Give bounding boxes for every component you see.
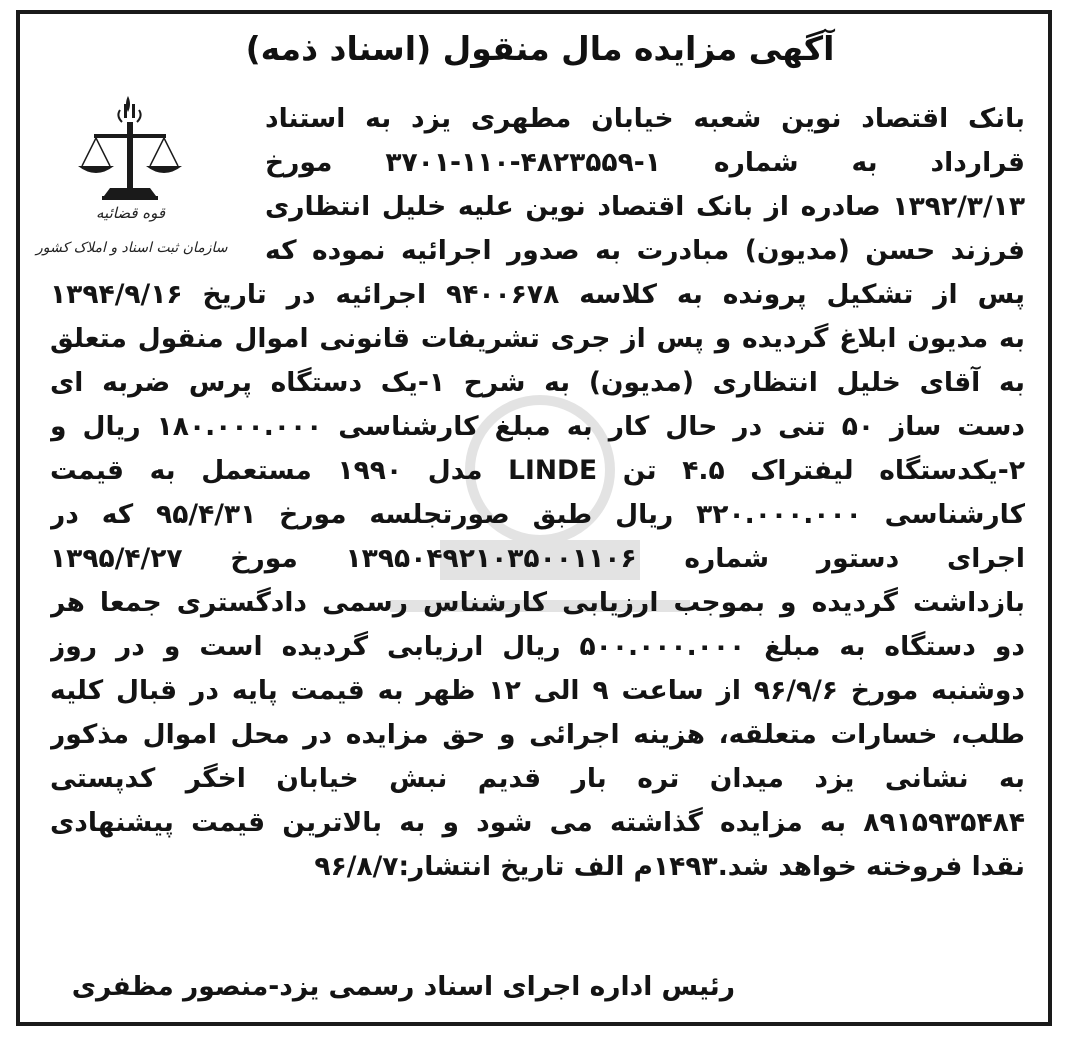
notice-line: دوشنبه مورخ ۹۶/۹/۶ از ساعت ۹ الی ۱۲ ظهر به قیمت پایه در قبال کلیه — [50, 675, 1025, 706]
notice-line: ۱۳۹۲/۳/۱۳ صادره از بانک اقتصاد نوین علیه خلیل انتظاری — [265, 191, 1025, 222]
notice-line: به نشانی یزد میدان تره بار قدیم نبش خیابان اخگر کدپستی — [50, 763, 1025, 794]
notice-title: آگهی مزایده مال منقول (اسناد ذمه) — [245, 29, 835, 68]
notice-line: طلب، خسارات متعلقه، هزینه اجرائی و حق مزایده در محل اموال مذکور — [50, 719, 1025, 750]
notice-line: فرزند حسن (مدیون) مبادرت به صدور اجرائیه نموده که — [265, 235, 1025, 266]
notice-line: به آقای خلیل انتظاری (مدیون) به شرح ۱-یک دستگاه پرس ضربه ای — [50, 367, 1025, 398]
notice-line: کارشناسی ۳۲۰.۰۰۰.۰۰۰ ریال طبق صورتجلسه مورخ ۹۵/۴/۳۱ که در — [50, 499, 1025, 530]
notice-line: پس از تشکیل پرونده به کلاسه ۹۴۰۰۶۷۸ اجرائیه در تاریخ ۱۳۹۴/۹/۱۶ — [50, 279, 1025, 310]
notice-line: قرارداد به شماره ۱-۴۸۲۳۵۵۹-۱۱۰-۳۷۰۱ مورخ — [265, 147, 1025, 178]
notice-line: دست ساز ۵۰ تنی در حال کار به مبلغ کارشناسی ۱۸۰.۰۰۰.۰۰۰ ریال و — [50, 411, 1025, 442]
notice-line: دو دستگاه به مبلغ ۵۰۰.۰۰۰.۰۰۰ ریال ارزیابی گردیده است و در روز — [50, 631, 1025, 662]
notice-line: به مدیون ابلاغ گردیده و پس از جری تشریفات قانونی اموال منقول متعلق — [50, 323, 1025, 354]
notice-line: ۲-یکدستگاه لیفتراک ۴.۵ تن LINDE مدل ۱۹۹۰ مستعمل به قیمت — [50, 455, 1025, 486]
judiciary-emblem — [36, 92, 226, 272]
notice-line: ۸۹۱۵۹۳۵۴۸۴ به مزایده گذاشته می شود و به بالاترین قیمت پیشنهادی — [50, 807, 1025, 838]
notice-line: نقدا فروخته خواهد شد.۱۴۹۳م الف تاریخ انتشار:۹۶/۸/۷ — [314, 851, 1025, 882]
notice-line: بانک اقتصاد نوین شعبه خیابان مطهری یزد به استناد — [265, 103, 1025, 134]
logo-top-label: قوه قضائیه — [96, 204, 166, 222]
notice-line: اجرای دستور شماره ۱۳۹۵۰۴۹۲۱۰۳۵۰۰۱۱۰۶ مورخ ۱۳۹۵/۴/۲۷ — [50, 543, 1025, 574]
notice-line: بازداشت گردیده و بموجب ارزیابی کارشناس رسمی دادگستری جمعا هر — [50, 587, 1025, 618]
logo-bottom-label: سازمان ثبت اسناد و املاک کشور — [36, 240, 228, 256]
notice-signature: رئیس اداره اجرای اسناد رسمی یزد-منصور مظفری — [71, 971, 735, 1002]
